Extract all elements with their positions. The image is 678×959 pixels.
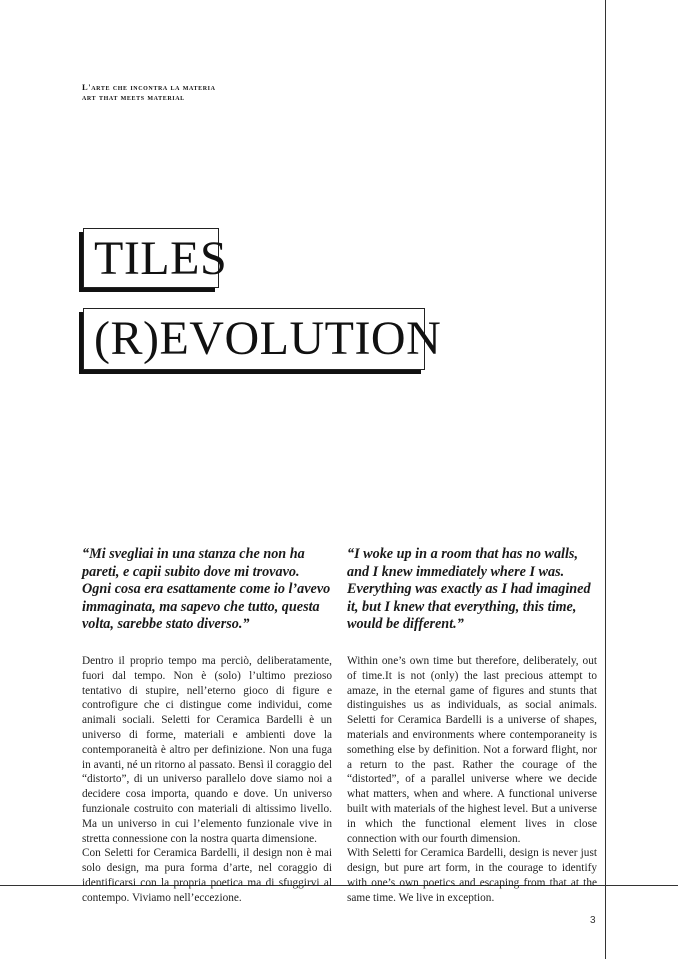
kicker-english: art that meets material (82, 92, 185, 102)
body-english-paragraph-2: With Seletti for Ceramica Bardelli, design is never just design, but pure art form, in the courage to identify with one’s own poetics and escaping from that at the same time. We live in exception. (347, 847, 597, 904)
title-line-2: (R)EVOLUTION (94, 312, 442, 365)
kicker-italian: L'arte che incontra la materia (82, 82, 216, 92)
body-italian (82, 654, 332, 906)
title-line-1: TILES (94, 232, 228, 285)
body-english-paragraph-1: Within one’s own time but therefore, deliberately, out of time.It is not (only) the last precious attempt to amaze, in the eternal game of figures and stunts that distinguishes us as individuals, as social animals. Seletti for Ceramica Bardelli is a universe of shapes, materials and environments where contemporaneity is something else by definition. Not a forward flight, nor a return to the past. Rather the courage of the “distorted”, of a parallel universe where we decide what matters, when and where. A functional universe built with materials of the highest level. But a universe in which the functional element lives in close connection with our fourth dimension. (347, 655, 597, 845)
page-number: 3 (590, 915, 596, 926)
title-box-revolution (83, 308, 442, 370)
kicker (82, 82, 216, 102)
quote-italian: “Mi svegliai in una stanza che non ha pareti, e capii subito dove mi trovavo. Ogni cosa era esattamente come io l’avevo immaginata, ma sapevo che tutto, questa volta, sarebbe stato diverso.” (82, 546, 331, 632)
quote-english: “I woke up in a room that has no walls, and I knew immediately where I was. Everything was exactly as I had imagined it, but I knew that everything, this time, would be different.” (347, 546, 591, 632)
vertical-rule (605, 0, 606, 959)
title-box-tiles (83, 228, 228, 288)
body-english (347, 654, 597, 906)
body-italian-paragraph-1: Dentro il proprio tempo ma perciò, deliberatamente, fuori dal tempo. Non è (solo) l’ultimo prezioso tentativo di stupire, nell’eterno gioco di figure e controfigure che ci distingue come individui, come animali sociali. Seletti for Ceramica Bardelli è un universo di forme, materiali e ambienti dove la contemporaneità è altro per definizione. Non una fuga in avanti, né un ritorno al passato. Bensì il coraggio del “distorto”, di un universo parallelo dove siamo noi a decidere cosa importa, quando e dove. Un universo funzionale costruito con materiali di altissimo livello. Ma un universo in cui l’elemento funzionale vive in stretta connessione con la nostra quarta dimensione. (82, 655, 332, 845)
body-italian-paragraph-2: Con Seletti for Ceramica Bardelli, il design non è mai solo design, ma pura forma d’arte, nel coraggio di identificarsi con la propria poetica ma di sfuggirvi al contempo. Viviamo nell’eccezione. (82, 847, 332, 904)
